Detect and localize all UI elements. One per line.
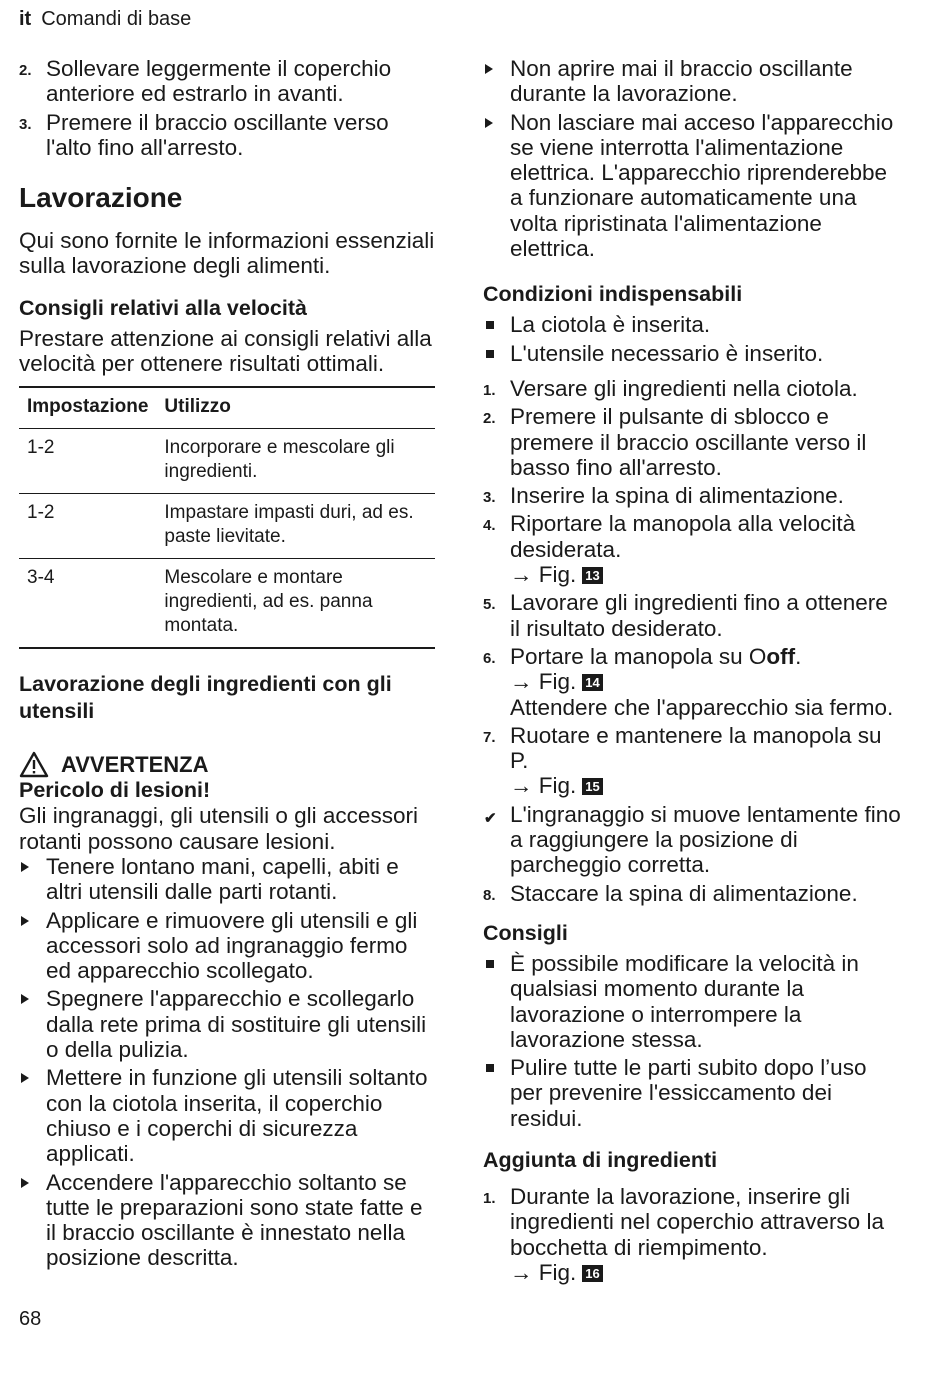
figure-number: 16 <box>582 1265 602 1282</box>
step-note: Attendere che l'apparecchio sia fermo. <box>510 694 894 720</box>
list-item <box>19 986 435 1062</box>
list-item <box>483 802 903 878</box>
page-number: 68 <box>19 1308 42 1330</box>
list-item <box>483 723 903 799</box>
figure-number: 14 <box>582 674 602 691</box>
list-item <box>19 1065 435 1166</box>
safety-bullets <box>483 56 903 261</box>
step-number: 4. <box>483 517 496 535</box>
step-text: Versare gli ingredienti nella ciotola. <box>510 375 858 401</box>
warning-label: AVVERTENZA <box>61 751 209 777</box>
prereq-list <box>483 312 903 366</box>
step-number: 3. <box>483 489 496 507</box>
tips-list <box>483 951 903 1131</box>
list-item <box>483 951 903 1052</box>
table-row <box>19 429 435 494</box>
table-cell: Impastare impasti duri, ad es. paste lievitate. <box>156 494 435 559</box>
section-title: Lavorazione <box>19 182 183 214</box>
step-text: Premere il braccio oscillante verso l'alto fino all'arresto. <box>46 109 389 160</box>
bullet-triangle-icon <box>21 994 29 1004</box>
step-text: Riportare la manopola alla velocità desiderata. <box>510 511 856 562</box>
step-number: 5. <box>483 596 496 614</box>
figure-reference <box>510 773 903 798</box>
list-item <box>483 1184 903 1285</box>
list-item <box>19 854 435 905</box>
step-number: 3. <box>19 115 32 133</box>
procedure-steps <box>483 376 903 906</box>
list-item <box>483 341 903 366</box>
step-text: Durante la lavorazione, inserire gli ingredienti nel coperchio attraverso la bocchetta di riempimento. <box>510 1183 884 1260</box>
list-item <box>483 404 903 480</box>
add-steps <box>483 1184 903 1285</box>
bullet-text: La ciotola è inserita. <box>510 312 711 338</box>
tools-title: Lavorazione degli ingredienti con gli utensili <box>19 672 392 724</box>
speed-table <box>19 386 435 649</box>
list-item <box>483 1055 903 1131</box>
step-number: 6. <box>483 649 496 667</box>
column-header: Impostazione <box>19 387 156 429</box>
square-bullet-icon <box>486 321 494 329</box>
list-item: 6. Portare la manopola su Ooff. → Fig. 14 Attendere che l'apparecchio sia fermo. <box>483 644 903 720</box>
square-bullet-icon <box>486 960 494 968</box>
table-cell: Mescolare e montare ingredienti, ad es. panna montata. <box>156 559 435 649</box>
list-item <box>19 110 435 161</box>
figure-reference <box>510 562 903 587</box>
table-row <box>19 494 435 559</box>
warning-triangle-icon <box>19 751 49 778</box>
bullet-triangle-icon <box>485 64 493 74</box>
step-text: Ruotare e mantenere la manopola su P. <box>510 722 882 774</box>
step-text: Premere il pulsante di sblocco e premere il braccio oscillante verso il basso fino all'arresto. <box>510 404 867 480</box>
table-cell: 3-4 <box>19 559 156 649</box>
bullet-triangle-icon <box>21 916 29 926</box>
checkmark-icon: ✔ <box>484 809 497 827</box>
prereq-title: Condizioni indispensabili <box>483 282 743 307</box>
figure-number: 15 <box>582 778 602 795</box>
list-item <box>483 881 903 906</box>
bullet-triangle-icon <box>21 1073 29 1083</box>
bullet-text: Non aprire mai il braccio oscillante durante la lavorazione. <box>510 56 853 107</box>
step-number: 2. <box>19 62 32 79</box>
bullet-text: È possibile modificare la velocità in qualsiasi momento durante la lavorazione o interrompere la lavorazione stessa. <box>510 950 859 1052</box>
list-item <box>483 56 903 107</box>
column-header: Utilizzo <box>156 387 435 429</box>
list-item <box>483 590 903 641</box>
bullet-text: Accendere l'apparecchio soltanto se tutte le preparazioni sono state fatte e il braccio oscillante è innestato nella posizione descritta. <box>46 1169 423 1271</box>
bullet-text: Applicare e rimuovere gli utensili e gli accessori solo ad ingranaggio fermo ed apparecchio scollegato. <box>46 907 418 984</box>
result-text: L'ingranaggio si muove lentamente fino a raggiungere la posizione di parcheggio corretta. <box>510 801 901 878</box>
bullet-text: Mettere in funzione gli utensili soltanto con la ciotola inserita, il coperchio chiuso e i coperchi di sicurezza applicati. <box>46 1065 428 1167</box>
bullet-text: Spegnere l'apparecchio e scollegarlo dalla rete prima di sostituire gli utensili o della pulizia. <box>46 986 427 1063</box>
tips-title: Consigli <box>483 920 568 945</box>
list-item <box>483 376 903 401</box>
off-label: off <box>766 643 796 669</box>
table-cell: Incorporare e mescolare gli ingredienti. <box>156 429 435 494</box>
speed-intro: Prestare attenzione ai consigli relativi alla velocità per ottenere risultati ottimali. <box>19 325 432 377</box>
language-code: it <box>19 8 32 30</box>
bullet-text: Pulire tutte le parti subito dopo l’uso per prevenire l'essiccamento dei residui. <box>510 1055 867 1131</box>
chapter-title: Comandi di base <box>41 8 192 30</box>
list-item <box>483 511 903 587</box>
step-text: Sollevare leggermente il coperchio anteriore ed estrarlo in avanti. <box>46 56 392 107</box>
list-item <box>19 56 435 107</box>
table-cell: 1-2 <box>19 429 156 494</box>
step-text: Inserire la spina di alimentazione. <box>510 483 844 509</box>
step-number: 7. <box>483 728 496 746</box>
figure-label: → Fig. <box>510 669 577 695</box>
warning-text: Gli ingranaggi, gli utensili o gli accessori rotanti possono causare lesioni. <box>19 803 418 854</box>
page-header <box>19 8 191 31</box>
speed-title: Consigli relativi alla velocità <box>19 295 307 320</box>
left-column <box>19 56 435 1274</box>
list-item <box>19 1170 435 1271</box>
figure-number: 13 <box>582 567 602 584</box>
step-text: Lavorare gli ingredienti fino a ottenere il risultato desiderato. <box>510 590 888 641</box>
bullet-text: L'utensile necessario è inserito. <box>510 340 824 366</box>
warning-bullets <box>19 854 435 1271</box>
list-item <box>483 110 903 262</box>
right-column <box>483 56 903 1288</box>
off-symbol: O <box>748 643 767 669</box>
figure-label: → Fig. <box>510 773 577 799</box>
warning-subtitle: Pericolo di lesioni! <box>19 778 211 803</box>
section-intro: Qui sono fornite le informazioni essenziali sulla lavorazione degli alimenti. <box>19 228 435 279</box>
bullet-triangle-icon <box>485 118 493 128</box>
bullet-triangle-icon <box>21 862 29 872</box>
figure-label: → Fig. <box>510 1259 577 1285</box>
figure-label: → Fig. <box>510 562 577 588</box>
table-cell: 1-2 <box>19 494 156 559</box>
step-number: 8. <box>483 886 496 904</box>
warning-heading <box>19 751 435 778</box>
square-bullet-icon <box>486 350 494 358</box>
figure-reference <box>510 669 903 694</box>
list-item <box>483 312 903 337</box>
bullet-text: Non lasciare mai acceso l'apparecchio se viene interrotta l'alimentazione elettrica. L'apparecchio riprenderebbe a funzionare automaticamente una volta ripristinata l'alimentazione elettrica. <box>510 109 894 262</box>
bullet-text: Tenere lontano mani, capelli, abiti e altri utensili dalle parti rotanti. <box>46 853 399 905</box>
step-text: Staccare la spina di alimentazione. <box>510 880 858 906</box>
figure-reference <box>510 1260 903 1285</box>
list-item <box>19 908 435 984</box>
table-row <box>19 559 435 649</box>
list-item <box>483 483 903 508</box>
intro-steps <box>19 56 435 160</box>
bullet-triangle-icon <box>21 1178 29 1188</box>
step-text: Portare la manopola su <box>510 643 749 669</box>
square-bullet-icon <box>486 1064 494 1072</box>
step-number: 1. <box>483 381 496 399</box>
add-title: Aggiunta di ingredienti <box>483 1147 718 1172</box>
step-number: 2. <box>483 410 496 428</box>
step-number: 1. <box>483 1189 496 1207</box>
